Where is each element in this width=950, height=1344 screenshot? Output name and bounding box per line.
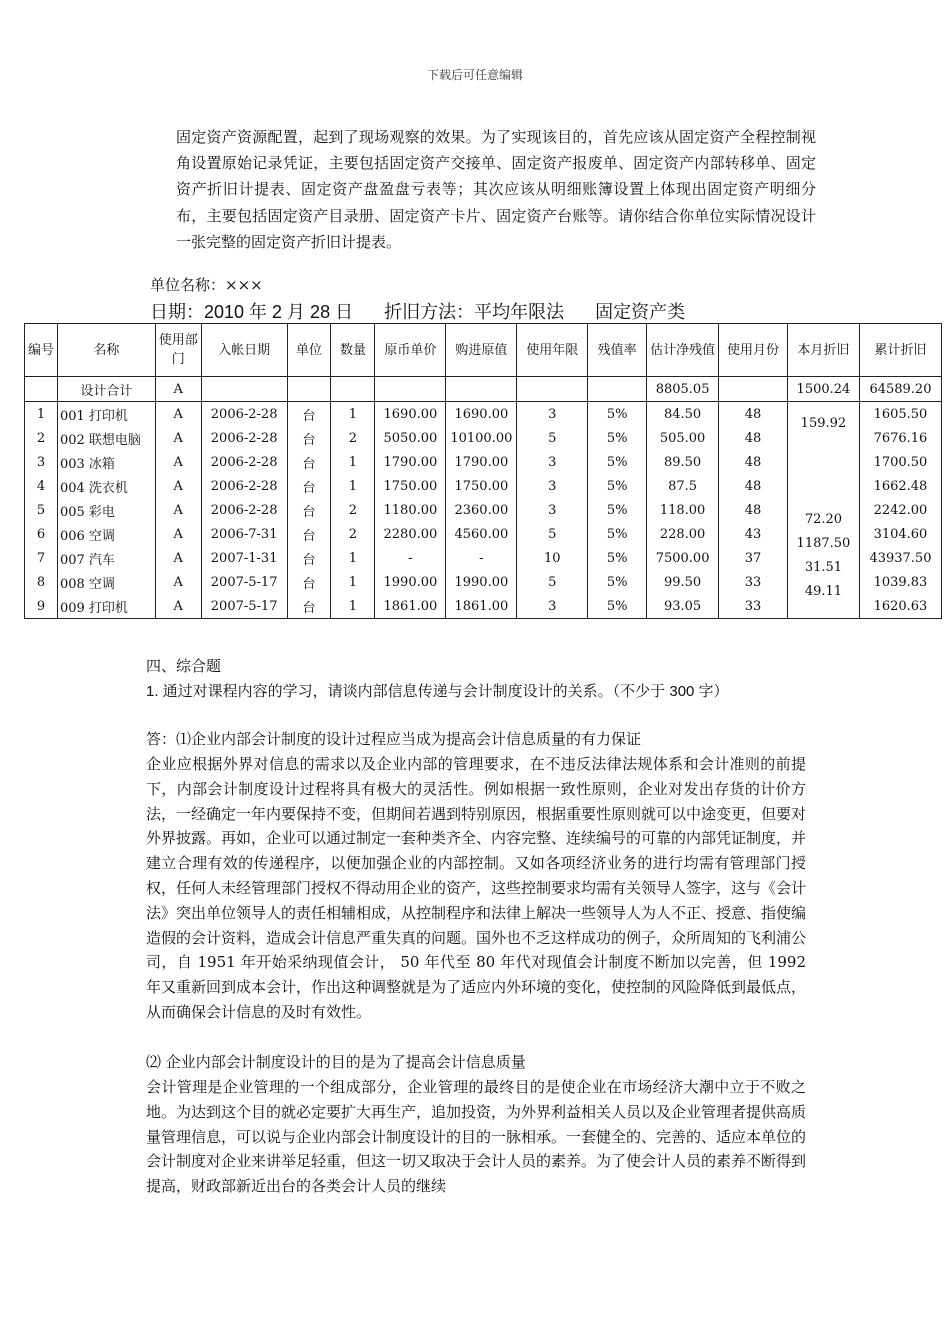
- table-cell: 1180.00: [375, 498, 446, 522]
- table-row: [25, 426, 942, 450]
- table-cell: 006 空调: [57, 522, 155, 546]
- total-row: [25, 377, 942, 402]
- table-cell: 设计合计: [57, 377, 155, 402]
- depreciation-method: 折旧方法：平均年限法: [384, 302, 565, 322]
- table-cell: 台: [287, 474, 331, 498]
- table-cell: [331, 377, 375, 402]
- table-cell: A: [155, 546, 201, 570]
- table-cell: 1690.00: [446, 402, 517, 427]
- table-cell: 64589.20: [859, 377, 941, 402]
- table-cell: 2: [25, 426, 58, 450]
- table-cell: 004 洗衣机: [57, 474, 155, 498]
- table-cell: 5: [517, 426, 588, 450]
- table-cell: 3: [517, 498, 588, 522]
- table-cell: 2: [331, 498, 375, 522]
- table-cell: 8: [25, 570, 58, 594]
- table-cell: 007 汽车: [57, 546, 155, 570]
- table-cell: 005 彩电: [57, 498, 155, 522]
- table-cell: 1: [331, 546, 375, 570]
- table-cell: 93.05: [647, 594, 719, 619]
- table-cell: 3: [517, 594, 588, 619]
- table-cell: 7676.16: [859, 426, 941, 450]
- col-header: 编号: [25, 324, 58, 377]
- col-header: 残值率: [588, 324, 647, 377]
- table-cell: 118.00: [647, 498, 719, 522]
- table-cell: 33: [719, 594, 788, 619]
- table-cell: 5%: [588, 570, 647, 594]
- table-cell: A: [155, 426, 201, 450]
- table-cell: 7500.00: [647, 546, 719, 570]
- table-cell: 3104.60: [859, 522, 941, 546]
- monthly-depreciation-cell: [787, 474, 859, 498]
- table-cell: 2006-2-28: [201, 402, 287, 427]
- table-cell: [25, 377, 58, 402]
- table-cell: [446, 377, 517, 402]
- unit-name: 单位名称：×××: [150, 276, 263, 294]
- col-header: 累计折旧: [859, 324, 941, 377]
- table-cell: 3: [517, 474, 588, 498]
- table-cell: 2007-5-17: [201, 570, 287, 594]
- table-cell: 台: [287, 498, 331, 522]
- table-cell: 8805.05: [647, 377, 719, 402]
- table-cell: 5%: [588, 450, 647, 474]
- table-cell: 4560.00: [446, 522, 517, 546]
- table-cell: 2006-7-31: [201, 522, 287, 546]
- table-cell: 99.50: [647, 570, 719, 594]
- table-row: [25, 450, 942, 474]
- table-cell: 5%: [588, 594, 647, 619]
- table-cell: [588, 377, 647, 402]
- table-cell: 009 打印机: [57, 594, 155, 619]
- table-cell: 43: [719, 522, 788, 546]
- asset-category: 固定资产类: [595, 302, 686, 322]
- table-cell: 37: [719, 546, 788, 570]
- table-cell: 89.50: [647, 450, 719, 474]
- table-cell: 008 空调: [57, 570, 155, 594]
- table-cell: 台: [287, 570, 331, 594]
- table-cell: 84.50: [647, 402, 719, 427]
- table-cell: [517, 377, 588, 402]
- table-cell: 505.00: [647, 426, 719, 450]
- table-cell: 1: [25, 402, 58, 427]
- table-cell: 1861.00: [446, 594, 517, 619]
- table-cell: 002 联想电脑: [57, 426, 155, 450]
- table-cell: -: [375, 546, 446, 570]
- answer-heading-2: ⑵ 企业内部会计制度设计的目的是为了提高会计信息质量: [146, 1053, 526, 1071]
- table-cell: 48: [719, 402, 788, 427]
- intro-paragraph: 固定资产资源配置，起到了现场观察的效果。为了实现该目的，首先应该从固定资产全程控制视角设置原始记录凭证，主要包括固定资产交接单、固定资产报废单、固定资产内部转移单、固定资产折旧计提表、固定资产盘盈盘亏表等；其次应该从明细账簿设置上体现出固定资产明细分布，主要包括固定资产目录册、固定资产卡片、固定资产台账等。请你结合你单位实际情况设计一张完整的固定资产折旧计提表。: [176, 128, 816, 251]
- answer-paragraph-2: 会计管理是企业管理的一个组成部分，企业管理的最终目的是使企业在市场经济大潮中立于不败之地。为达到这个目的就必定要扩大再生产，追加投资，为外界利益相关人员以及企业管理者提供高质量管理信息，可以说与企业内部会计制度设计的目的一脉相承。一套健全的、完善的、适应本单位的会计制度对企业来讲举足轻重，但这一切又取决于会计人员的素养。为了使会计人员的素养不断得到提高，财政部新近出台的各类会计人员的继续: [146, 1078, 807, 1196]
- table-cell: 2: [331, 522, 375, 546]
- table-cell: 1700.50: [859, 450, 941, 474]
- table-cell: 5%: [588, 474, 647, 498]
- date-line: [150, 298, 685, 324]
- table-cell: 48: [719, 450, 788, 474]
- table-cell: 1500.24: [787, 377, 859, 402]
- table-cell: 3: [25, 450, 58, 474]
- table-cell: 9: [25, 594, 58, 619]
- table-row: [25, 474, 942, 498]
- table-cell: 1605.50: [859, 402, 941, 427]
- table-cell: [287, 377, 331, 402]
- table-cell: A: [155, 474, 201, 498]
- table-cell: 5: [517, 522, 588, 546]
- col-header: 使用月份: [719, 324, 788, 377]
- monthly-depreciation-cell: [787, 450, 859, 474]
- table-cell: 4: [25, 474, 58, 498]
- table-cell: 台: [287, 546, 331, 570]
- table-cell: 台: [287, 594, 331, 619]
- table-cell: 2007-5-17: [201, 594, 287, 619]
- col-header: 数量: [331, 324, 375, 377]
- table-cell: 台: [287, 450, 331, 474]
- table-cell: 1790.00: [375, 450, 446, 474]
- table-cell: 5%: [588, 522, 647, 546]
- col-header: 本月折旧: [787, 324, 859, 377]
- col-header: 使用年限: [517, 324, 588, 377]
- table-cell: A: [155, 450, 201, 474]
- table-cell: -: [446, 546, 517, 570]
- table-cell: 台: [287, 522, 331, 546]
- answer-heading-1: 答：⑴企业内部会计制度的设计过程应当成为提高会计信息质量的有力保证: [146, 730, 642, 748]
- table-cell: 1790.00: [446, 450, 517, 474]
- monthly-depreciation-cell: [787, 416, 859, 450]
- table-cell: 87.5: [647, 474, 719, 498]
- table-cell: 台: [287, 402, 331, 427]
- table-cell: 3: [517, 402, 588, 427]
- table-cell: 1750.00: [446, 474, 517, 498]
- table-cell: 2242.00: [859, 498, 941, 522]
- table-cell: 1990.00: [446, 570, 517, 594]
- col-header: 单位: [287, 324, 331, 377]
- col-header: 入帐日期: [201, 324, 287, 377]
- monthly-depreciation-value: 1187.50: [796, 536, 851, 551]
- table-cell: 2280.00: [375, 522, 446, 546]
- table-cell: 2006-2-28: [201, 498, 287, 522]
- table-cell: 48: [719, 498, 788, 522]
- table-header-row: [25, 324, 942, 377]
- table-cell: 2007-1-31: [201, 546, 287, 570]
- table-cell: 6: [25, 522, 58, 546]
- col-header: 购进原值: [446, 324, 517, 377]
- table-cell: 3: [517, 450, 588, 474]
- table-cell: 5%: [588, 498, 647, 522]
- table-cell: 5: [25, 498, 58, 522]
- table-cell: [375, 377, 446, 402]
- table-cell: 48: [719, 426, 788, 450]
- table-cell: 7: [25, 546, 58, 570]
- table-cell: 1039.83: [859, 570, 941, 594]
- table-cell: 1750.00: [375, 474, 446, 498]
- table-cell: A: [155, 570, 201, 594]
- monthly-depreciation-value: 31.51: [804, 560, 843, 575]
- table-cell: 1990.00: [375, 570, 446, 594]
- col-header: 名称: [57, 324, 155, 377]
- table-cell: 003 冰箱: [57, 450, 155, 474]
- header-note: 下载后可任意编辑: [426, 68, 523, 82]
- table-cell: 1662.48: [859, 474, 941, 498]
- table-cell: 1: [331, 474, 375, 498]
- question-label: 1. 通过对课程内容的学习，请谈内部信息传递与会计制度设计的关系。（不少于 300 字）: [146, 683, 729, 700]
- report-date: 日期：2010 年 2 月 28 日: [150, 302, 354, 322]
- table-cell: 48: [719, 474, 788, 498]
- table-cell: 2006-2-28: [201, 450, 287, 474]
- table-cell: 2006-2-28: [201, 474, 287, 498]
- table-cell: 5: [517, 570, 588, 594]
- monthly-depreciation-value: 159.92: [800, 416, 847, 431]
- table-cell: A: [155, 377, 201, 402]
- table-cell: 5050.00: [375, 426, 446, 450]
- table-cell: 5%: [588, 546, 647, 570]
- monthly-depreciation-cell: [787, 584, 859, 619]
- table-cell: 33: [719, 570, 788, 594]
- table-cell: 2: [331, 426, 375, 450]
- table-cell: 1: [331, 594, 375, 619]
- table-cell: A: [155, 594, 201, 619]
- monthly-depreciation-value: 72.20: [804, 512, 843, 527]
- table-cell: A: [155, 522, 201, 546]
- col-header: 估计净残值: [647, 324, 719, 377]
- table-cell: 1: [331, 570, 375, 594]
- col-header: 原币单价: [375, 324, 446, 377]
- table-cell: 1: [331, 450, 375, 474]
- table-cell: 5%: [588, 402, 647, 427]
- table-cell: 5%: [588, 426, 647, 450]
- table-cell: 1861.00: [375, 594, 446, 619]
- answer-paragraph-1: 企业应根据外界对信息的需求以及企业内部的管理要求，在不违反法律法规体系和会计准则的前提下，内部会计制度设计过程将具有极大的灵活性。例如根据一致性原则，企业对发出存货的计价方法，一经确定一年内要保持不变，但期间若遇到特别原因，根据重要性原则就可以中途变更，但要对外界披露。再如，企业可以通过制定一套种类齐全、内容完整、连续编号的可靠的内部凭证制度，并建立合理有效的传递程序，以便加强企业的内部控制。又如各项经济业务的进行均需有管理部门授权，任何人未经管理部门授权不得动用企业的资产，这些控制要求均需有关领导人签字，这与《会计法》突出单位领导人的责任相辅相成，从控制程序和法律上解决一些领导人为人不正、授意、指使编造假的会计资料，造成会计信息严重失真的问题。国外也不乏这样成功的例子，众所周知的飞利浦公司，自 1951 年开始采纳现值会计， 50 年代至 80 年代对现值会计制度不断加以完善，但 1992 年又重新回到成本会计，作出这种调整就是为了适应内外环境的变化，使控制的风险降低到最低点，从而确保会计信息的及时有效性。: [146, 755, 807, 1021]
- table-cell: [201, 377, 287, 402]
- table-cell: 台: [287, 426, 331, 450]
- table-cell: 1690.00: [375, 402, 446, 427]
- table-cell: 228.00: [647, 522, 719, 546]
- table-cell: 43937.50: [859, 546, 941, 570]
- col-header: 使用部门: [155, 324, 201, 377]
- table-cell: A: [155, 402, 201, 427]
- table-cell: A: [155, 498, 201, 522]
- table-cell: 001 打印机: [57, 402, 155, 427]
- table-cell: 10: [517, 546, 588, 570]
- section-title: 四、综合题: [146, 657, 222, 675]
- table-cell: 1620.63: [859, 594, 941, 619]
- table-cell: 2006-2-28: [201, 426, 287, 450]
- table-cell: 1: [331, 402, 375, 427]
- table-row: [25, 594, 942, 619]
- monthly-depreciation-value: 49.11: [804, 584, 843, 599]
- depreciation-table: [24, 323, 942, 619]
- table-cell: 10100.00: [446, 426, 517, 450]
- table-cell: 2360.00: [446, 498, 517, 522]
- question-text: [146, 679, 806, 705]
- table-cell: [719, 377, 788, 402]
